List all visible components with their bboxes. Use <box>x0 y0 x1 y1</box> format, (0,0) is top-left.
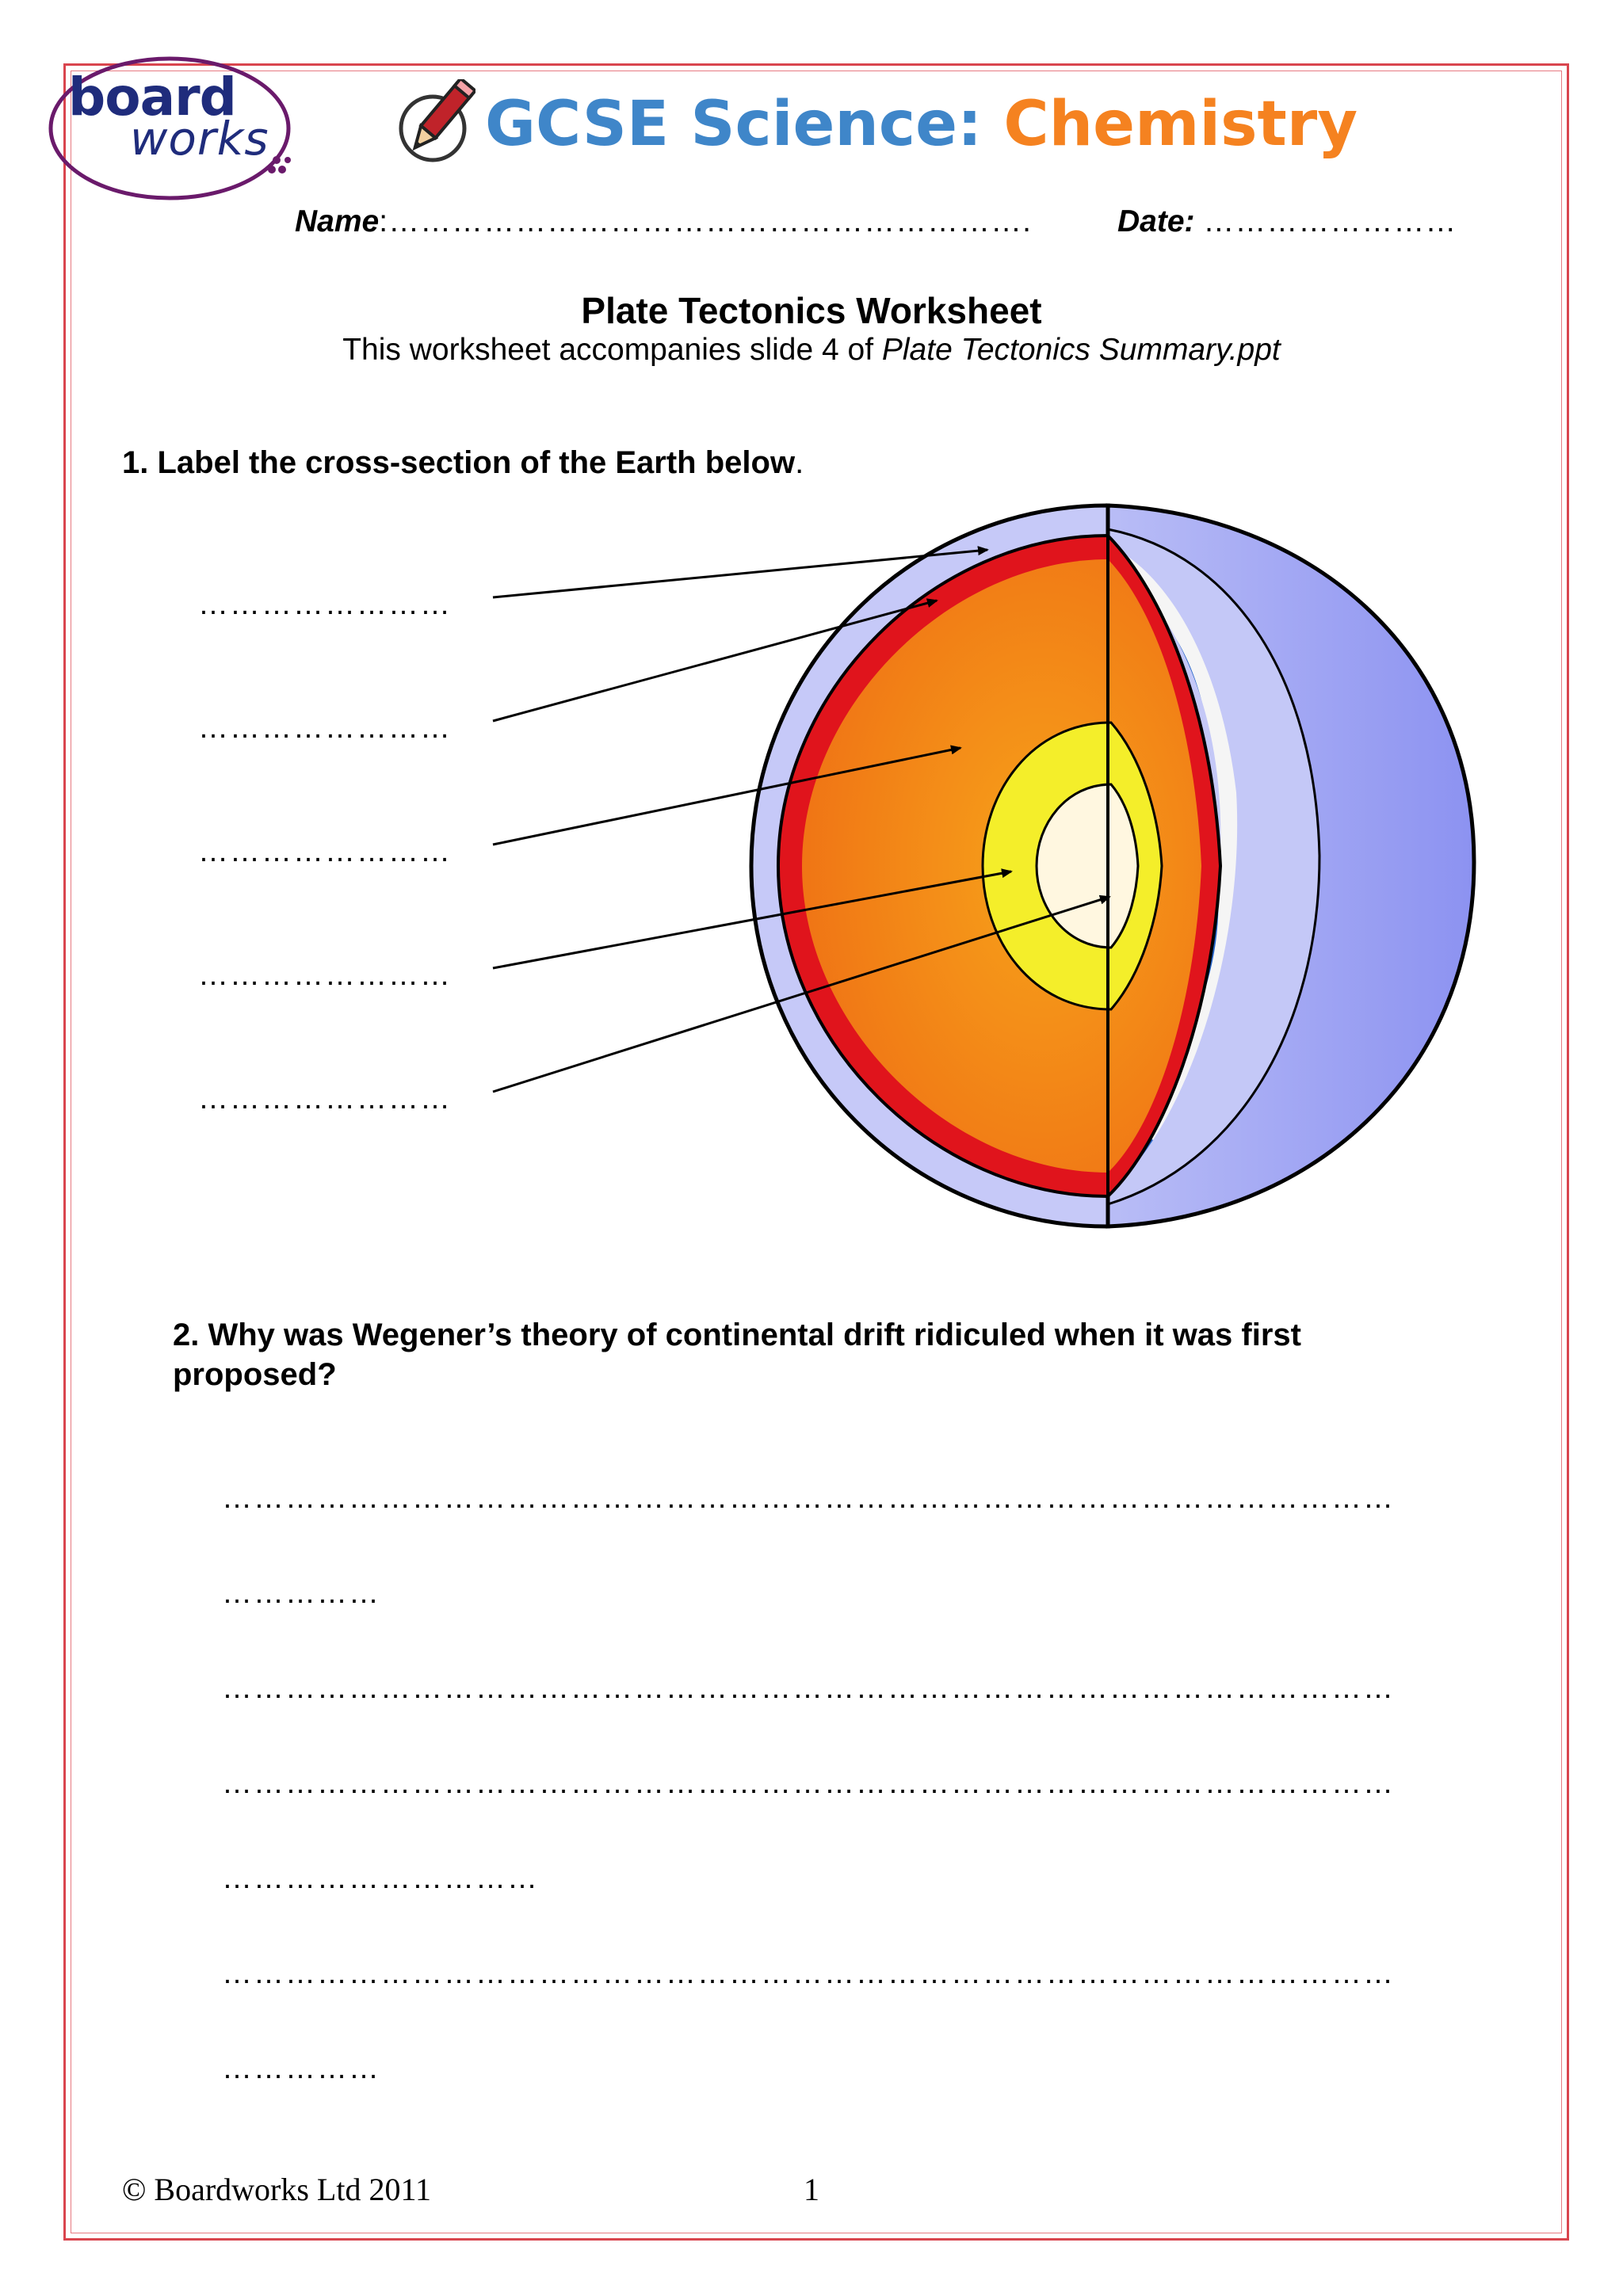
name-label: Name <box>295 204 380 238</box>
header-topic: Chemistry <box>1003 89 1358 160</box>
label-line-3[interactable]: …………………… <box>198 835 452 868</box>
answer-line-7[interactable]: …………… <box>222 2052 380 2085</box>
question-1 <box>122 445 804 481</box>
header-subject: GCSE Science: <box>485 89 983 160</box>
name-dots: ……………………………………………………. <box>388 204 1032 238</box>
earth-cross-section-diagram <box>444 491 1490 1252</box>
name-colon: : <box>379 204 389 238</box>
subtitle-file: Plate Tectonics Summary.ppt <box>881 333 1281 367</box>
answer-line-4[interactable]: ………………………………………………………………………………………………… <box>222 1767 1395 1800</box>
logo-text-board: board <box>68 67 236 128</box>
subtitle-prefix: This worksheet accompanies slide 4 of <box>342 333 882 367</box>
date-label: Date: <box>1117 204 1195 238</box>
question-1-text: 1. Label the cross-section of the Earth below <box>122 445 796 480</box>
answer-line-5[interactable]: ………………………… <box>222 1862 539 1895</box>
date-dots: …………………… <box>1203 204 1457 238</box>
name-field[interactable] <box>295 204 1032 239</box>
label-line-4[interactable]: …………………… <box>198 959 452 992</box>
label-line-2[interactable]: …………………… <box>198 711 452 745</box>
pencil-icon <box>396 79 475 166</box>
label-line-5[interactable]: …………………… <box>198 1082 452 1116</box>
question-1-period: . <box>795 445 804 480</box>
answer-line-6[interactable]: ………………………………………………………………………………………………… <box>222 1957 1395 1990</box>
answer-line-2[interactable]: …………… <box>222 1577 380 1610</box>
date-field[interactable] <box>1117 204 1457 239</box>
footer-copyright: © Boardworks Ltd 2011 <box>122 2172 431 2207</box>
label-line-1[interactable]: …………………… <box>198 588 452 621</box>
question-2-text: 2. Why was Wegener’s theory of continental drift ridiculed when it was first proposed? <box>173 1318 1301 1392</box>
answer-line-3[interactable]: ………………………………………………………………………………………………… <box>222 1672 1395 1705</box>
footer-page-number: 1 <box>804 2172 819 2207</box>
answer-line-1[interactable]: ………………………………………………………………………………………………… <box>222 1482 1395 1515</box>
worksheet-title: Plate Tectonics Worksheet <box>581 290 1042 331</box>
header-title <box>485 89 1358 160</box>
boardworks-logo <box>46 54 298 204</box>
logo-text-works: works <box>130 112 269 166</box>
worksheet-subtitle <box>0 333 1623 368</box>
